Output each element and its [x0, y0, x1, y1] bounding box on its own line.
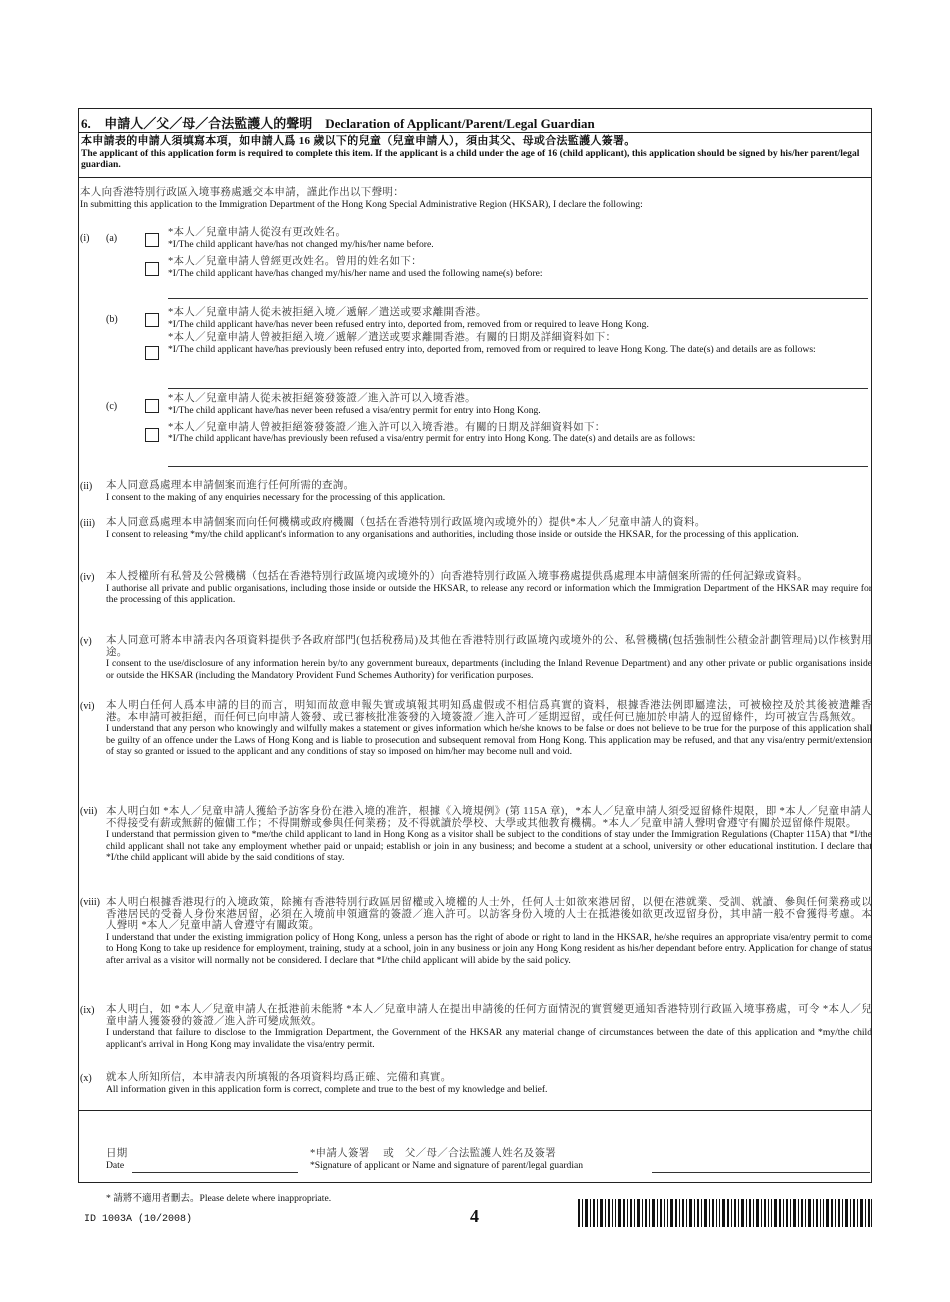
section-header	[79, 109, 871, 133]
item-viii-label: (viii)	[80, 897, 100, 908]
option-never-refused-entry	[168, 307, 868, 330]
item-i-b-label: (b)	[106, 314, 118, 325]
item-iii	[106, 517, 872, 540]
item-v-en: I consent to the use/disclosure of any information herein by/to any government bureaux, departments (including the Inland Revenue Department) and any other private or public organisations inside or outside the HKSAR (including the Mandatory Provident Fund Schemes Authority) for verification purposes.	[106, 658, 872, 681]
intro-zh: 本人向香港特別行政區入境事務處遞交本申請，謹此作出以下聲明：	[80, 187, 404, 198]
option-name-changed	[168, 256, 868, 279]
option-previously-refused-visa	[168, 422, 872, 445]
option-previously-refused-entry-zh: *本人／兒童申請人曾被拒絕入境／遞解／遣送或要求離開香港。有關的日期及詳細資料如下：	[168, 332, 617, 343]
item-iv-en: I authorise all private and public organisations, including those inside or outside the HKSAR, to release any record or information which the Immigration Department of the HKSAR may require for the processing of this application.	[106, 582, 872, 605]
option-name-not-changed-en: *I/The child applicant have/has not changed my/his/her name before.	[168, 238, 434, 250]
checkbox-never-refused-visa[interactable]	[145, 399, 159, 413]
item-vii-label: (vii)	[80, 806, 98, 817]
item-ix-zh: 本人明白，如 *本人／兒童申請人在抵港前未能將 *本人／兒童申請人在提出申請後的任何方面情況的實質變更通知香港特別行政區入境事務處，可令 *本人／兒童申請人獲簽發的簽證／進入許可變成無效。	[106, 1004, 872, 1027]
item-x	[106, 1072, 872, 1095]
item-vii-zh: 本人明白如 *本人／兒童申請人獲給予訪客身份在港入境的准許，根據《入境規例》(第 115A 章)，*本人／兒童申請人須受逗留條件規限，即 *本人／兒童申請人不得接受有薪或無薪的僱傭工作；不得開辦或參與任何業務；及不得就讀於學校、大學或其他教育機構。*本人／兒童申請人聲明會遵守有關於逗留條件規限。	[106, 806, 872, 829]
item-iii-zh: 本人同意爲處理本申請個案而向任何機構或政府機關（包括在香港特別行政區境內或境外的）提供*本人／兒童申請人的資料。	[106, 517, 706, 528]
option-never-refused-visa-en: *I/The child applicant have/has never been refused a visa/entry permit for entry into Hong Kong.	[168, 404, 541, 416]
intro	[80, 187, 870, 210]
signature-label-zh: *申請人簽署 或 父／母／合法監護人姓名及簽署	[310, 1148, 557, 1159]
item-viii	[106, 897, 872, 966]
checkbox-name-not-changed[interactable]	[145, 233, 159, 247]
item-ix-label: (ix)	[80, 1005, 95, 1016]
item-ix-en: I understand that failure to disclose to the Immigration Department, the Government of the HKSAR any material change of circumstances between the date of this application and *my/the child applicant's arrival in Hong Kong may invalidate the visa/entry permit.	[106, 1027, 872, 1050]
item-iii-label: (iii)	[80, 518, 95, 529]
checkbox-never-refused-entry[interactable]	[145, 313, 159, 327]
item-iv-label: (iv)	[80, 572, 95, 583]
delete-note: * 請將不適用者刪去。Please delete where inappropriate.	[106, 1193, 332, 1204]
item-i-c-label: (c)	[106, 401, 118, 412]
option-previously-refused-entry	[168, 332, 870, 355]
item-vi-label: (vi)	[80, 701, 95, 712]
item-ii-label: (ii)	[80, 481, 93, 492]
option-name-changed-en: *I/The child applicant have/has changed my/his/her name and used the following name(s) before:	[168, 267, 543, 279]
option-name-not-changed	[168, 227, 868, 250]
checkbox-name-changed[interactable]	[145, 262, 159, 276]
item-v-zh: 本人同意可將本申請表內各項資料提供予各政府部門(包括稅務局)及其他在香港特別行政區境內或境外的公、私營機構(包括強制性公積金計劃管理局)以作核對用途。	[106, 635, 872, 658]
item-v	[106, 635, 872, 681]
option-name-changed-zh: *本人／兒童申請人曾經更改姓名。曾用的姓名如下：	[168, 256, 422, 267]
section-number: 6.	[81, 116, 91, 131]
item-ii-zh: 本人同意爲處理本申請個案而進行任何所需的查詢。	[106, 480, 355, 491]
item-iv	[106, 571, 872, 606]
item-iii-en: I consent to releasing *my/the child applicant's information to any organisations and authorities, including those inside or outside the HKSAR, for the processing of this application.	[106, 528, 799, 540]
item-viii-en: I understand that under the existing immigration policy of Hong Kong, unless a person has the right of abode or right to land in the HKSAR, he/she requires an appropriate visa/entry permit to come to Hong Kong to take up residence for employment, training, study at a school, join in any business or join any Hong Kong resident as his/her dependant before entry. Application for change of status after arrival as a visitor will normally not be considered. I declare that *I/the child applicant will abide by the said policy.	[106, 931, 872, 966]
signing-note	[79, 133, 871, 178]
refused-visa-details-line[interactable]	[168, 466, 868, 467]
item-iv-zh: 本人授權所有私營及公營機構（包括在香港特別行政區境內或境外的）向香港特別行政區入境事務處提供爲處理本申請個案所需的任何記錄或資料。	[106, 571, 808, 582]
signature-divider	[78, 1110, 872, 1111]
option-previously-refused-visa-en: *I/The child applicant have/has previously been refused a visa/entry permit for entry into Hong Kong. The date(s) and details are as follows:	[168, 433, 696, 444]
signing-note-zh: 本申請表的申請人須填寫本項，如申請人爲 16 歲以下的兒童（兒童申請人），須由其父、母或合法監護人簽署。	[81, 135, 636, 147]
item-i-label: (i)	[80, 233, 90, 244]
option-never-refused-entry-zh: *本人／兒童申請人從未被拒絕入境／遞解／遣送或要求離開香港。	[168, 307, 487, 318]
section-title-zh: 申請人／父／母／合法監護人的聲明	[104, 116, 313, 131]
option-never-refused-entry-en: *I/The child applicant have/has never been refused entry into, deported from, removed from or required to leave Hong Kong.	[168, 318, 649, 330]
barcode-icon	[578, 1199, 872, 1227]
section-title-en: Declaration of Applicant/Parent/Legal Guardian	[325, 116, 595, 131]
option-previously-refused-entry-en: *I/The child applicant have/has previously been refused entry into, deported from, removed from or required to leave Hong Kong. The date(s) and details are as follows:	[168, 343, 816, 355]
item-viii-zh: 本人明白根據香港現行的入境政策，除擁有香港特別行政區居留權或入境權的人士外，任何人士如欲來港居留，以便在港就業、受訓、就讀、參與任何業務或以香港居民的受養人身份來港居留，必須在入境前申領適當的簽證／進入許可。以訪客身份入境的人士在抵港後如欲更改逗留身份，其申請一般不會獲得考慮。本人聲明 *本人／兒童申請人會遵守有關政策。	[106, 897, 872, 931]
item-vi-zh: 本人明白任何人爲本申請的目的而言，明知而故意申報失實或填報其明知爲虛假或不相信爲真實的資料，根據香港法例即屬違法，可被檢控及於其後被遣離香港。本申請可被拒絕，而任何已向申請人簽發、或已審核批准簽發的入境簽證／進入許可／延期逗留，或任何已施加於申請人的逗留條件，均可被宣告爲無效。	[106, 700, 872, 723]
item-x-zh: 就本人所知所信，本申請表內所填報的各項資料均爲正確、完備和真實。	[106, 1072, 452, 1083]
item-ii-en: I consent to the making of any enquiries necessary for the processing of this application.	[106, 491, 446, 503]
item-vi	[106, 700, 872, 758]
date-label-zh: 日期	[106, 1148, 128, 1159]
form-code: ID 1003A (10/2008)	[84, 1214, 193, 1225]
option-never-refused-visa	[168, 393, 868, 416]
item-x-en: All information given in this application form is correct, complete and true to the best of my knowledge and belief.	[106, 1083, 548, 1095]
item-x-label: (x)	[80, 1073, 92, 1084]
page-number: 4	[470, 1206, 479, 1226]
item-i-a-label: (a)	[106, 233, 118, 244]
signature-label	[310, 1148, 583, 1171]
signing-note-en: The applicant of this application form is required to complete this item. If the applicant is a child under the age of 16 (child applicant), this application should be signed by his/her parent/legal guardian.	[81, 147, 860, 170]
option-name-not-changed-zh: *本人／兒童申請人從沒有更改姓名。	[168, 227, 347, 238]
checkbox-previously-refused-entry[interactable]	[145, 346, 159, 360]
item-vii	[106, 806, 872, 864]
signature-label-en: *Signature of applicant or Name and signature of parent/legal guardian	[310, 1159, 584, 1171]
date-field-line[interactable]	[132, 1172, 298, 1173]
option-previously-refused-visa-zh: *本人／兒童申請人曾被拒絕簽發簽證／進入許可以入境香港。有關的日期及詳細資料如下：	[168, 422, 606, 433]
option-never-refused-visa-zh: *本人／兒童申請人從未被拒絕簽發簽證／進入許可以入境香港。	[168, 393, 476, 404]
item-v-label: (v)	[80, 636, 92, 647]
date-label	[106, 1148, 128, 1171]
intro-en: In submitting this application to the Immigration Department of the Hong Kong Special Administrative Region (HKSAR), I declare the following:	[80, 198, 643, 210]
signature-field-line[interactable]	[652, 1172, 870, 1173]
item-vii-en: I understand that permission given to *me/the child applicant to land in Hong Kong as a visitor shall be subject to the conditions of stay under the Immigration Regulations (Chapter 115A) that *I/the child applicant shall not take any employment whether paid or unpaid; establish or join in any business; and become a student at a school, university or other educational institution. I declare that *I/the child applicant will abide by the said conditions of stay.	[106, 829, 872, 863]
date-label-en: Date	[106, 1159, 125, 1171]
refused-entry-details-line[interactable]	[168, 388, 868, 389]
previous-names-line[interactable]	[168, 298, 868, 299]
item-ii	[106, 480, 872, 503]
item-ix	[106, 1004, 872, 1050]
item-vi-en: I understand that any person who knowingly and wilfully makes a statement or gives information which he/she knows to be false or does not believe to be true for the purpose of this application shall be guilty of an offence under the Laws of Hong Kong and is liable to prosecution and subsequent removal from Hong Kong. This application may be refused, and that any visa/entry permit/extension of stay so granted or issued to the applicant and any conditions of stay so imposed on him/her may become null and void.	[106, 723, 872, 757]
checkbox-previously-refused-visa[interactable]	[145, 428, 159, 442]
